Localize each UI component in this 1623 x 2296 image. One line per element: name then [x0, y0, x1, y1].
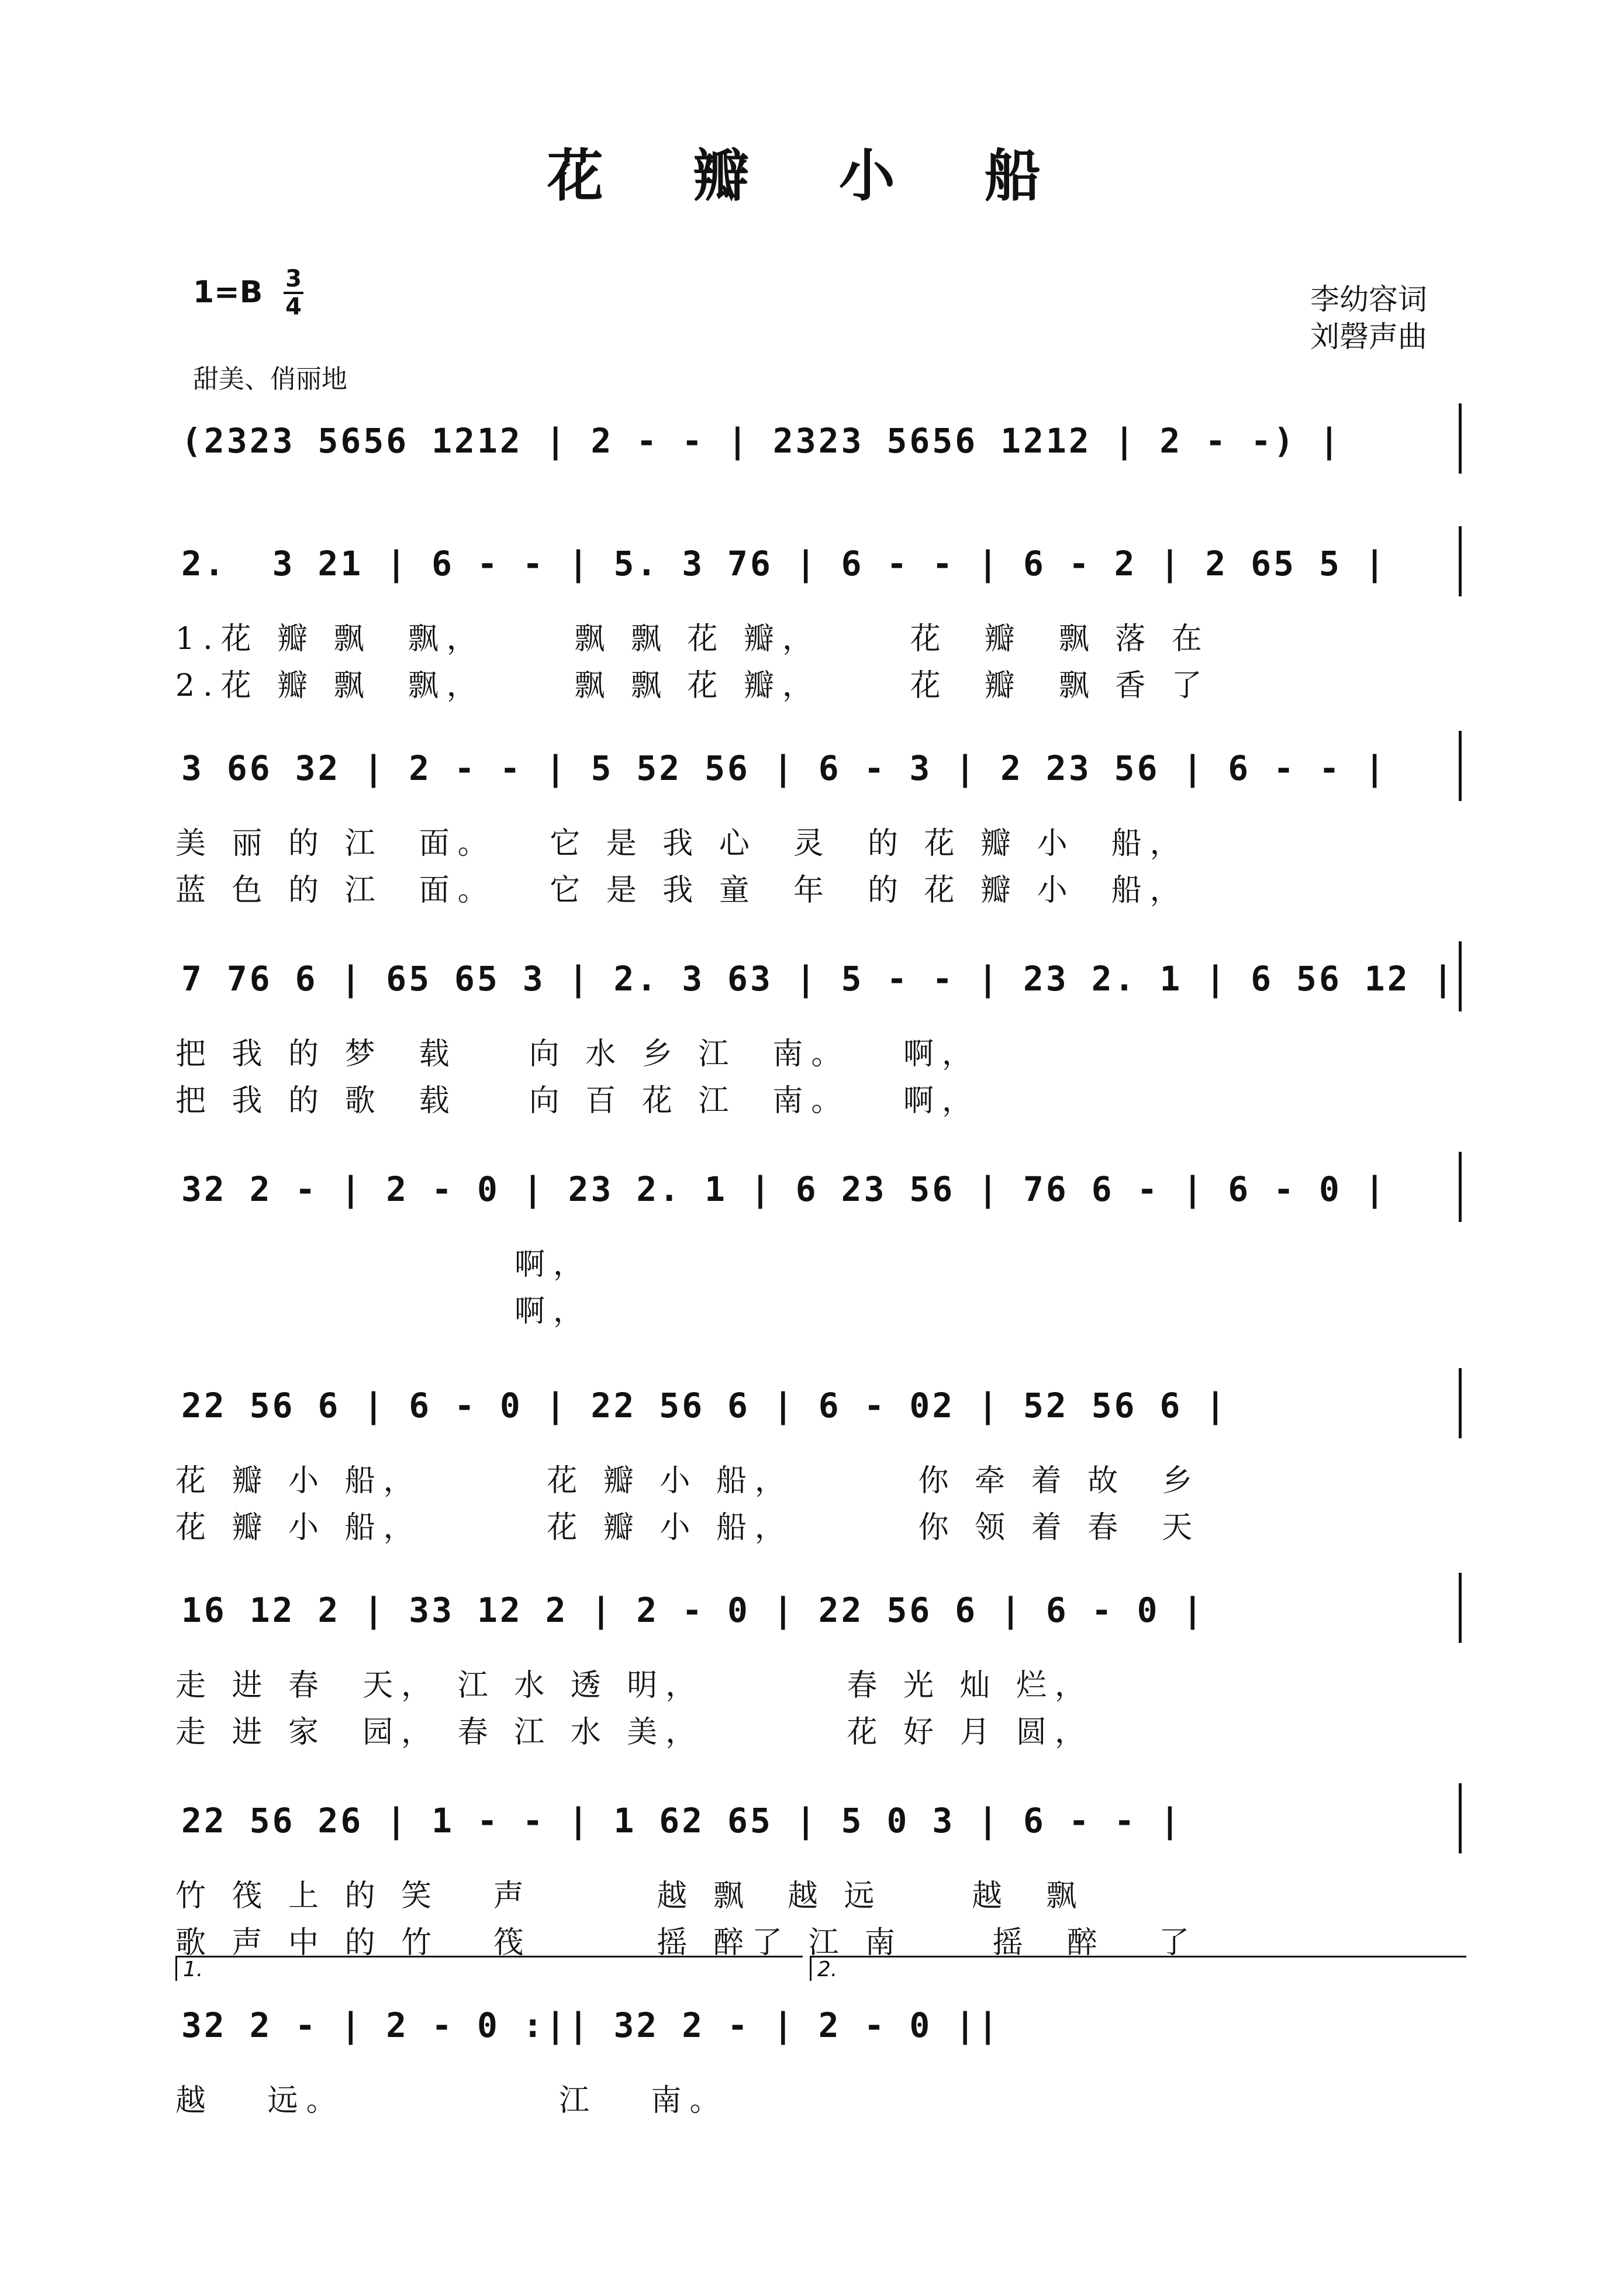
lyrics-verse-1: 1.花 瓣 飘 飘， 飘 飘 花 瓣， 花 瓣 飘 落 在: [175, 622, 1210, 657]
tempo-marking: 甜美、俏丽地: [193, 364, 347, 394]
time-signature: [284, 266, 303, 320]
second-ending: 2.: [810, 1956, 1466, 1981]
key-signature: 1=B: [193, 275, 263, 310]
song-title: 花 瓣 小 船: [547, 143, 1076, 209]
lyrics-verse-2: 啊，: [175, 1294, 592, 1329]
lyrics-verse-2: 花 瓣 小 船， 花 瓣 小 船， 你 领 着 春 天: [175, 1510, 1201, 1545]
lyrics-verse-1: 花 瓣 小 船， 花 瓣 小 船， 你 牵 着 故 乡: [175, 1463, 1201, 1499]
composer: 刘磬声曲: [1310, 320, 1427, 354]
notation-line: 2. 3 21 | 6 - - | 5. 3 76 | 6 - - | 6 - 2 | 2 65 5 |: [181, 544, 1387, 584]
notation-line: 3 66 32 | 2 - - | 5 52 56 | 6 - 3 | 2 23 56 | 6 - - |: [181, 748, 1387, 788]
lyrics-verse-2: 把 我 的 歌 载 向 百 花 江 南。 啊，: [175, 1083, 980, 1118]
lyrics-verse-1: 啊，: [175, 1247, 592, 1282]
lyrics-ending: 越 远。 江 南。: [175, 2083, 728, 2118]
meter-top: 3: [285, 265, 302, 292]
credits: [1310, 281, 1427, 355]
lyrics-verse-1: 把 我 的 梦 载 向 水 乡 江 南。 啊，: [175, 1037, 980, 1072]
notation-line: 32 2 - | 2 - 0 :|| 32 2 - | 2 - 0 ||: [181, 2005, 1001, 2045]
notation-line: 22 56 6 | 6 - 0 | 22 56 6 | 6 - 02 | 52 56 6 |: [181, 1386, 1228, 1425]
meter-bottom: 4: [285, 294, 302, 320]
volta-brackets: [175, 1956, 1462, 1985]
lyrics-verse-2: 走 进 家 园， 春 江 水 美， 花 好 月 圆，: [175, 1715, 1094, 1750]
notation-line: (2323 5656 1212 | 2 - - | 2323 5656 1212 | 2 - -) |: [181, 421, 1342, 461]
lyrics-verse-1: 美 丽 的 江 面。 它 是 我 心 灵 的 花 瓣 小 船，: [175, 826, 1189, 861]
lyrics-verse-2: 2.花 瓣 飘 飘， 飘 飘 花 瓣， 花 瓣 飘 香 了: [175, 668, 1210, 703]
lyrics-verse-1: 竹 筏 上 的 笑 声 越 飘 越 远 越 飘: [175, 1879, 1085, 1914]
notation-line: 32 2 - | 2 - 0 | 23 2. 1 | 6 23 56 | 76 6 - | 6 - 0 |: [181, 1169, 1387, 1209]
lyrics-verse-2: 蓝 色 的 江 面。 它 是 我 童 年 的 花 瓣 小 船，: [175, 873, 1189, 908]
first-ending: 1.: [175, 1956, 803, 1981]
notation-line: 7 76 6 | 65 65 3 | 2. 3 63 | 5 - - | 23 2. 1 | 6 56 12 |: [181, 959, 1456, 999]
lyrics-verse-1: 走 进 春 天， 江 水 透 明， 春 光 灿 烂，: [175, 1668, 1094, 1703]
notation-line: 22 56 26 | 1 - - | 1 62 65 | 5 0 3 | 6 - - |: [181, 1801, 1183, 1841]
lyrics-verse-2: 歌 声 中 的 竹 筏 摇 醉了 江 南 摇 醉 了: [175, 1925, 1198, 1960]
notation-line: 16 12 2 | 33 12 2 | 2 - 0 | 22 56 6 | 6 - 0 |: [181, 1590, 1206, 1630]
lyricist: 李幼容词: [1310, 282, 1427, 316]
